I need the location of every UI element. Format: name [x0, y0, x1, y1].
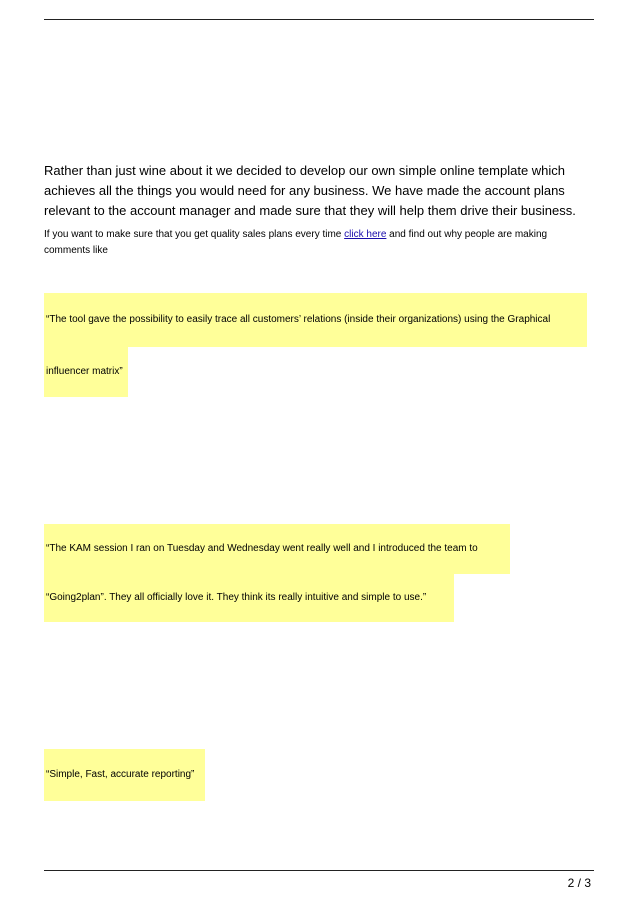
intro-paragraph: Rather than just wine about it we decided to develop our own simple online template which achieves all the things you would need for any business. We have made the account plans relevant to the account manager and made sure that they will help them drive their business. — [44, 163, 576, 218]
quote-1-line-1 — [44, 293, 587, 347]
quote-3-line-1 — [44, 749, 205, 801]
quote-1-line-2 — [44, 347, 128, 397]
quote-2-line-1 — [44, 524, 510, 574]
footer-rule — [44, 870, 594, 871]
quote-3-line-1-text: “Simple, Fast, accurate reporting” — [46, 769, 195, 780]
quote-1-line-1-text: “The tool gave the possibility to easily trace all customers’ relations (inside their organizations) using the Graphical — [46, 314, 551, 325]
quote-2-line-2 — [44, 574, 454, 622]
click-here-link[interactable]: click here — [344, 229, 387, 240]
cta-text-after: and find out why people are making comments like — [44, 229, 548, 256]
quote-1-line-2-text: influencer matrix” — [46, 366, 123, 377]
quote-2-line-2-text: “Going2plan”. They all officially love it. They think its really intuitive and simple to use.” — [46, 592, 427, 603]
cta-paragraph — [44, 227, 594, 259]
cta-text-before: If you want to make sure that you get quality sales plans every time — [44, 229, 345, 240]
page-number: 2 / 3 — [567, 876, 591, 890]
header-rule — [44, 19, 594, 20]
quote-2-line-1-text: “The KAM session I ran on Tuesday and Wednesday went really well and I introduced the team to — [46, 543, 478, 554]
